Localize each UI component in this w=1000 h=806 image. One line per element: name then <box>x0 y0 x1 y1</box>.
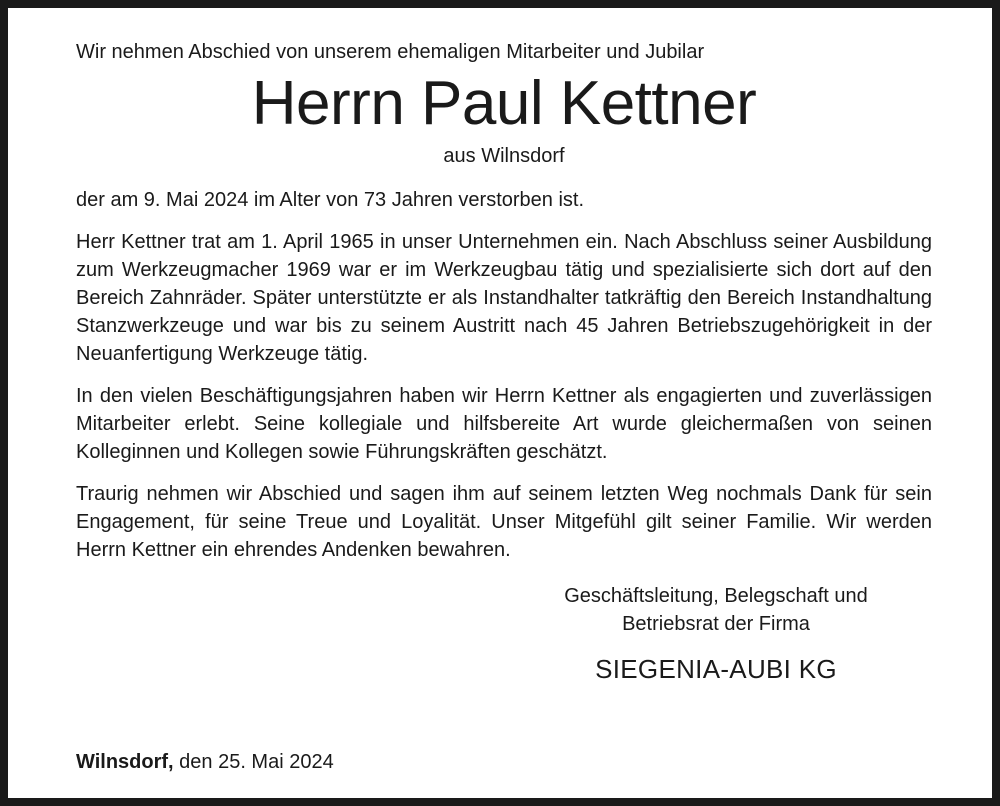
origin-text: aus Wilnsdorf <box>443 145 565 167</box>
footer-place: Wilnsdorf, <box>76 751 174 773</box>
notice-content <box>76 38 932 686</box>
place-date-line <box>76 748 334 776</box>
signature-line-2: Betriebsrat der Firma <box>622 613 810 635</box>
signature-line-1: Geschäftsleitung, Belegschaft und <box>564 585 868 607</box>
paragraph-farewell: Traurig nehmen wir Abschied und sagen ihm auf seinem letzten Weg nochmals Dank für sein Engagement, für seine Treue und Loyalität. Unser Mitgefühl gilt seiner Familie. Wir werden Herrn Kettner ein ehrendes Andenken bewahren. <box>76 483 932 561</box>
company-name: SIEGENIA-AUBI KG <box>595 654 837 684</box>
signature-block <box>506 582 926 686</box>
paragraph-appreciation: In den vielen Beschäftigungsjahren haben wir Herrn Kettner als engagierten und zuverlässigen Mitarbeiter erlebt. Seine kollegiale und hilfsbereite Art wurde gleichermaßen von seinen Kolleginnen und Kollegen sowie Führungskräften geschätzt. <box>76 385 932 463</box>
footer-date: den 25. Mai 2024 <box>173 751 334 773</box>
death-notice: der am 9. Mai 2024 im Alter von 73 Jahren verstorben ist. <box>76 189 585 211</box>
intro-text: Wir nehmen Abschied von unserem ehemaligen Mitarbeiter und Jubilar <box>76 41 705 63</box>
deceased-name: Herrn Paul Kettner <box>251 69 757 138</box>
paragraph-career: Herr Kettner trat am 1. April 1965 in unser Unternehmen ein. Nach Abschluss seiner Ausbildung zum Werkzeugmacher 1969 war er im Werkzeugbau tätig und spezialisierte sich dort auf den Bereich Zahnräder. Später unterstützte er als Instandhalter tatkräftig den Bereich Instandhaltung Stanzwerkzeuge und war bis zu seinem Austritt nach 45 Jahren Betriebszugehörigkeit in der Neuanfertigung Werkzeuge tätig. <box>76 231 932 365</box>
